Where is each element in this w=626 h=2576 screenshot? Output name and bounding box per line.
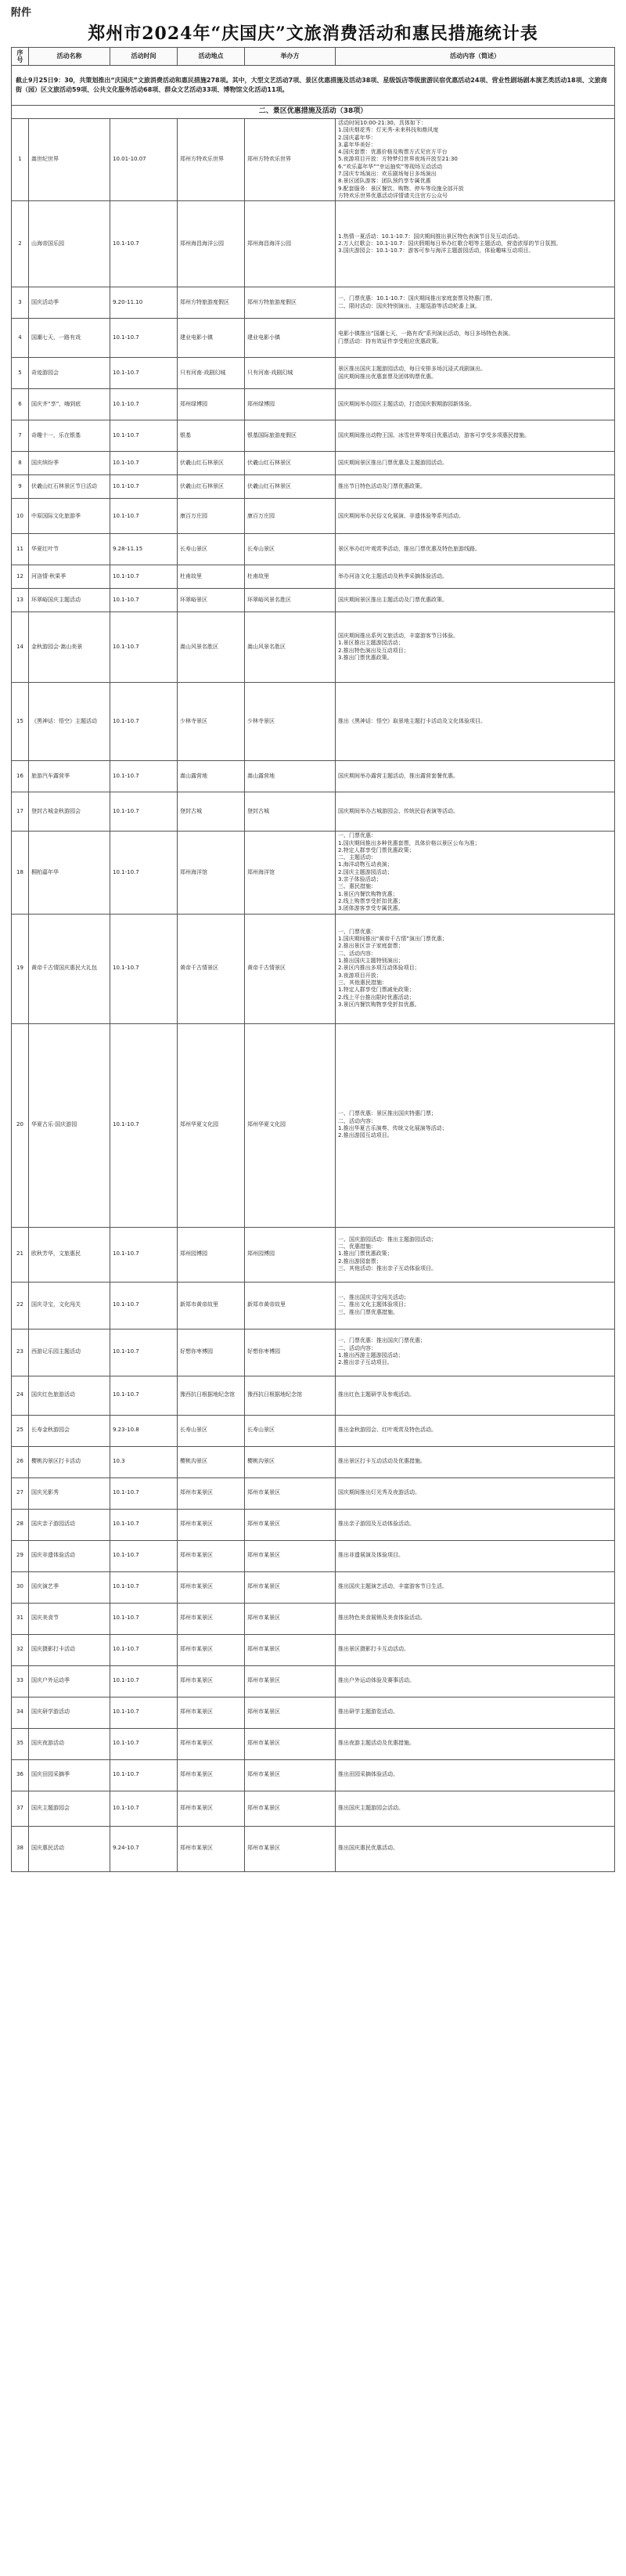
cell-no: 34: [12, 1697, 29, 1728]
table-row: [12, 319, 615, 358]
cell-place: 新郑市黄帝故里: [178, 1282, 245, 1329]
cell-content: 国庆期间举办民俗文化展演、非遗体验等系列活动。: [336, 499, 615, 534]
table-row: [12, 452, 615, 475]
cell-place: 郑州市某景区: [178, 1571, 245, 1603]
cell-time: 10.1-10.7: [110, 499, 178, 534]
cell-place: 郑州园博园: [178, 1227, 245, 1282]
cell-content: 推出田园采摘体验活动。: [336, 1759, 615, 1791]
cell-time: 10.1-10.7: [110, 358, 178, 389]
cell-time: 10.1-10.7: [110, 761, 178, 792]
header-host: 举办方: [245, 48, 336, 66]
cell-content: 推出户外运动体验及赛事活动。: [336, 1665, 615, 1697]
cell-content: 推出非遗展演及体验项目。: [336, 1540, 615, 1571]
cell-no: 12: [12, 565, 29, 589]
cell-place: 嵩山露营地: [178, 761, 245, 792]
cell-content: 国庆期间推出系列文旅活动，丰富游客节日体验。 1.景区推出主题游园活动； 2.推出特色演出及互动项目； 3.推出门票优惠政策。: [336, 612, 615, 683]
cell-host: 嵩山露营地: [245, 761, 336, 792]
cell-time: 10.1-10.7: [110, 914, 178, 1023]
table-row: [12, 534, 615, 565]
table-row: [12, 1759, 615, 1791]
cell-no: 27: [12, 1477, 29, 1509]
cell-name: 国庆主题游园会: [29, 1791, 110, 1826]
table-row: [12, 832, 615, 914]
cell-place: 登封古城: [178, 792, 245, 832]
table-row: [12, 589, 615, 612]
cell-time: 10.1-10.7: [110, 475, 178, 499]
header-time: 活动时间: [110, 48, 178, 66]
cell-name: 山海帝国乐园: [29, 201, 110, 287]
cell-no: 7: [12, 420, 29, 452]
cell-place: 伏羲山红石林景区: [178, 475, 245, 499]
cell-content: 国庆期间景区推出主题活动及门票优惠政策。: [336, 589, 615, 612]
cell-host: 郑州方特欢乐世界: [245, 119, 336, 201]
table-row: [12, 565, 615, 589]
cell-host: 郑州市某景区: [245, 1759, 336, 1791]
cell-content: 推出夜游主题活动及优惠措施。: [336, 1728, 615, 1759]
cell-time: 9.24-10.7: [110, 1826, 178, 1871]
cell-name: 西游记乐园主题活动: [29, 1329, 110, 1376]
header-content: 活动内容（简述）: [336, 48, 615, 66]
cell-no: 35: [12, 1728, 29, 1759]
cell-place: 郑州方特欢乐世界: [178, 119, 245, 201]
cell-place: 建业电影小镇: [178, 319, 245, 358]
cell-host: 郑州市某景区: [245, 1477, 336, 1509]
cell-content: 推出景区摄影打卡互动活动。: [336, 1634, 615, 1665]
table-row: [12, 1376, 615, 1415]
cell-no: 36: [12, 1759, 29, 1791]
cell-no: 15: [12, 683, 29, 761]
cell-name: 登封古城金秋游园会: [29, 792, 110, 832]
cell-host: 郑州市某景区: [245, 1826, 336, 1871]
cell-content: 推出红色主题研学及参观活动。: [336, 1376, 615, 1415]
header-no: 序号: [12, 48, 29, 66]
cell-place: 郑州市某景区: [178, 1826, 245, 1871]
cell-time: 10.1-10.7: [110, 389, 178, 420]
cell-no: 11: [12, 534, 29, 565]
cell-no: 14: [12, 612, 29, 683]
cell-host: 少林寺景区: [245, 683, 336, 761]
cell-no: 24: [12, 1376, 29, 1415]
cell-name: 奇趣十一，乐在银基: [29, 420, 110, 452]
cell-no: 37: [12, 1791, 29, 1826]
cell-place: 郑州市某景区: [178, 1759, 245, 1791]
cell-time: 10.1-10.7: [110, 1329, 178, 1376]
cell-host: 郑州市某景区: [245, 1728, 336, 1759]
cell-no: 23: [12, 1329, 29, 1376]
cell-content: 国庆期间举办古城游园会、传统民俗表演等活动。: [336, 792, 615, 832]
cell-name: 国庆户外运动季: [29, 1665, 110, 1697]
section-title: 二、景区优惠措施及活动（38项）: [12, 106, 615, 119]
cell-place: 郑州海洋馆: [178, 832, 245, 914]
cell-no: 3: [12, 287, 29, 319]
cell-time: 9.20-11.10: [110, 287, 178, 319]
intro-row: [12, 66, 615, 106]
cell-host: 黄帝千古情景区: [245, 914, 336, 1023]
cell-time: 10.1-10.7: [110, 1376, 178, 1415]
cell-name: 嵩世纪世界: [29, 119, 110, 201]
cell-host: 伏羲山红石林景区: [245, 475, 336, 499]
cell-host: 郑州市某景区: [245, 1571, 336, 1603]
cell-host: 康百万庄园: [245, 499, 336, 534]
cell-name: 中原国际文化旅游季: [29, 499, 110, 534]
cell-time: 10.1-10.7: [110, 1227, 178, 1282]
cell-name: 伏羲山红石林景区节日活动: [29, 475, 110, 499]
cell-content: 景区举办红叶观赏季活动，推出门票优惠及特色旅游线路。: [336, 534, 615, 565]
cell-host: 只有河南·戏剧幻城: [245, 358, 336, 389]
table-row: [12, 1023, 615, 1227]
cell-no: 33: [12, 1665, 29, 1697]
cell-content: 国庆期间推出动物王国、冰雪世界等项目优惠活动，游客可享受多项惠民措施。: [336, 420, 615, 452]
header-name: 活动名称: [29, 48, 110, 66]
cell-time: 10.1-10.7: [110, 1728, 178, 1759]
table-row: [12, 1477, 615, 1509]
table-row: [12, 1826, 615, 1871]
table-row: [12, 475, 615, 499]
table-header-row: [12, 48, 615, 66]
cell-time: 10.1-10.7: [110, 612, 178, 683]
cell-name: 国庆红色旅游活动: [29, 1376, 110, 1415]
table-row: [12, 420, 615, 452]
cell-host: 郑州市某景区: [245, 1791, 336, 1826]
cell-host: 伏羲山红石林景区: [245, 452, 336, 475]
cell-place: 郑州市某景区: [178, 1603, 245, 1634]
cell-no: 31: [12, 1603, 29, 1634]
header-place: 活动地点: [178, 48, 245, 66]
cell-time: 10.3: [110, 1446, 178, 1477]
cell-host: 长寿山景区: [245, 534, 336, 565]
cell-place: 少林寺景区: [178, 683, 245, 761]
cell-no: 18: [12, 832, 29, 914]
cell-name: 华夏红叶节: [29, 534, 110, 565]
cell-name: 国潮七天，一路有戏: [29, 319, 110, 358]
cell-content: 一、门票优惠： 1.国庆期间推出多种优惠套票，具体价格以景区公布为准； 2.特定人群享受门票优惠政策； 二、主题活动： 1.海洋动物互动表演； 2.国庆主题游园活动； 3.亲子体验活动； 三、惠民措施： 1.景区内餐饮购物优惠； 2.线上购票享受折扣优惠； 3.团体游客享受专属优惠。: [336, 832, 615, 914]
cell-place: 郑州市某景区: [178, 1477, 245, 1509]
cell-time: 10.1-10.7: [110, 319, 178, 358]
cell-name: 欧秋芳华，文旅惠民: [29, 1227, 110, 1282]
table-row: [12, 1791, 615, 1826]
cell-place: 樱桃沟景区: [178, 1446, 245, 1477]
cell-content: 推出亲子游园及互动体验活动。: [336, 1509, 615, 1540]
cell-host: 豫西抗日根据地纪念馆: [245, 1376, 336, 1415]
cell-host: 长寿山景区: [245, 1415, 336, 1446]
cell-host: 环翠峪风景名胜区: [245, 589, 336, 612]
cell-no: 30: [12, 1571, 29, 1603]
cell-place: 豫西抗日根据地纪念馆: [178, 1376, 245, 1415]
cell-name: 国庆亲子游园活动: [29, 1509, 110, 1540]
cell-name: 国庆研学游活动: [29, 1697, 110, 1728]
cell-time: 10.1-10.7: [110, 1759, 178, 1791]
cell-host: 郑州华夏文化园: [245, 1023, 336, 1227]
page-title: 郑州市2024年“庆国庆”文旅消费活动和惠民措施统计表: [88, 23, 538, 44]
table-row: [12, 1329, 615, 1376]
cell-host: 郑州海昌海洋公园: [245, 201, 336, 287]
cell-host: 郑州市某景区: [245, 1603, 336, 1634]
cell-host: 郑州方特旅游度假区: [245, 287, 336, 319]
cell-no: 9: [12, 475, 29, 499]
table-row: [12, 1446, 615, 1477]
cell-no: 22: [12, 1282, 29, 1329]
table-row: [12, 119, 615, 201]
cell-content: 推出特色美食展销及美食体验活动。: [336, 1603, 615, 1634]
cell-place: 郑州市某景区: [178, 1791, 245, 1826]
cell-name: 国庆光影秀: [29, 1477, 110, 1509]
cell-host: 郑州市某景区: [245, 1540, 336, 1571]
cell-name: 国庆非遗体验活动: [29, 1540, 110, 1571]
cell-place: 郑州市某景区: [178, 1697, 245, 1728]
cell-name: 华夏古乐·国庆游园: [29, 1023, 110, 1227]
cell-name: 奇迹游园会: [29, 358, 110, 389]
cell-place: 郑州市某景区: [178, 1540, 245, 1571]
cell-place: 好想你枣博园: [178, 1329, 245, 1376]
cell-host: 郑州海洋馆: [245, 832, 336, 914]
cell-name: 长寿金秋游园会: [29, 1415, 110, 1446]
cell-time: 10.1-10.7: [110, 683, 178, 761]
cell-name: 河洛情·秋果季: [29, 565, 110, 589]
cell-time: 10.1-10.7: [110, 565, 178, 589]
cell-host: 郑州市某景区: [245, 1634, 336, 1665]
cell-content: 推出研学主题游览活动。: [336, 1697, 615, 1728]
cell-no: 10: [12, 499, 29, 534]
cell-time: 10.1-10.7: [110, 1540, 178, 1571]
cell-no: 8: [12, 452, 29, 475]
cell-content: 活动时间10:00-21:30。具体如下： 1.国庆烟花秀：灯光秀-未来科技和鼎风度 2.国庆嘉年华： 3.嘉年华美好： 4.国庆套票：优惠价格及购票方式见官方平台 5.夜游项目开放：方特梦幻世界夜场开放至21:30 6.“欢乐嘉年华”“幸运抽奖”等现场互动活动 7.国庆专场演出：欢乐剧场每日多场演出 8.景区团队游客：团队预约享专属优惠 9.配套服务：景区餐饮、购物、停车等设施全部开放 方特欢乐世界优惠活动详情请关注官方公众号: [336, 119, 615, 201]
cell-host: 登封古城: [245, 792, 336, 832]
table-row: [12, 1509, 615, 1540]
cell-place: 郑州市某景区: [178, 1665, 245, 1697]
cell-time: 10.1-10.7: [110, 452, 178, 475]
cell-place: 嵩山风景名胜区: [178, 612, 245, 683]
cell-time: 10.1-10.7: [110, 1791, 178, 1826]
cell-time: 10.1-10.7: [110, 1282, 178, 1329]
cell-time: 10.1-10.7: [110, 1571, 178, 1603]
cell-content: 一、门票优惠：景区推出国庆特惠门票； 二、活动内容： 1.推出华夏古乐演奏、传统文化展演等活动； 2.推出游园互动项目。: [336, 1023, 615, 1227]
cell-place: 伏羲山红石林景区: [178, 452, 245, 475]
cell-time: 10.1-10.7: [110, 832, 178, 914]
table-row: [12, 1540, 615, 1571]
cell-host: 嵩山风景名胜区: [245, 612, 336, 683]
cell-content: 国庆期间举办园区主题活动，打造国庆假期游园新体验。: [336, 389, 615, 420]
cell-name: 国庆惠民活动: [29, 1826, 110, 1871]
cell-place: 康百万庄园: [178, 499, 245, 534]
cell-no: 1: [12, 119, 29, 201]
cell-name: 桐柏嘉年华: [29, 832, 110, 914]
section-row: [12, 106, 615, 119]
cell-name: 环翠峪国庆主题活动: [29, 589, 110, 612]
cell-place: 郑州华夏文化园: [178, 1023, 245, 1227]
cell-time: 10.1-10.7: [110, 1603, 178, 1634]
cell-name: 国庆田园采摘季: [29, 1759, 110, 1791]
table-row: [12, 1665, 615, 1697]
cell-content: 推出《黑神话：悟空》取景地主题打卡活动及文化体验项目。: [336, 683, 615, 761]
cell-no: 26: [12, 1446, 29, 1477]
cell-place: 环翠峪景区: [178, 589, 245, 612]
cell-place: 黄帝千古情景区: [178, 914, 245, 1023]
cell-place: 郑州方特旅游度假区: [178, 287, 245, 319]
cell-time: 10.1-10.7: [110, 1634, 178, 1665]
table-row: [12, 1603, 615, 1634]
cell-time: 10.1-10.7: [110, 1477, 178, 1509]
cell-no: 19: [12, 914, 29, 1023]
cell-name: 国庆寻宝，文化闯关: [29, 1282, 110, 1329]
cell-place: 郑州市某景区: [178, 1509, 245, 1540]
table-row: [12, 358, 615, 389]
activity-table: [11, 47, 615, 1872]
table-row: [12, 1415, 615, 1446]
cell-host: 郑州市某景区: [245, 1697, 336, 1728]
cell-place: 只有河南·戏剧幻城: [178, 358, 245, 389]
cell-no: 17: [12, 792, 29, 832]
cell-place: 长寿山景区: [178, 534, 245, 565]
table-row: [12, 612, 615, 683]
table-row: [12, 683, 615, 761]
cell-time: 10.1-10.7: [110, 201, 178, 287]
cell-time: 10.1-10.7: [110, 792, 178, 832]
table-row: [12, 792, 615, 832]
cell-time: 10.1-10.7: [110, 1665, 178, 1697]
cell-content: 电影小镇推出“国潮七天，一路有戏”系列演出活动，每日多场特色表演。 门票活动：持有效证件享受相应优惠政策。: [336, 319, 615, 358]
table-row: [12, 1282, 615, 1329]
cell-host: 郑州市某景区: [245, 1509, 336, 1540]
cell-content: 一、门票优惠：推出国庆门票优惠； 二、活动内容： 1.推出西游主题游园活动； 2.推出亲子互动项目。: [336, 1329, 615, 1376]
table-row: [12, 1634, 615, 1665]
cell-name: 《黑神话：悟空》主题活动: [29, 683, 110, 761]
cell-place: 郑州市某景区: [178, 1728, 245, 1759]
cell-name: 国庆夜游活动: [29, 1728, 110, 1759]
cell-name: 樱桃沟景区打卡活动: [29, 1446, 110, 1477]
cell-no: 6: [12, 389, 29, 420]
cell-host: 郑州园博园: [245, 1227, 336, 1282]
cell-name: 国庆摄影打卡活动: [29, 1634, 110, 1665]
cell-host: 杜甫故里: [245, 565, 336, 589]
cell-content: 推出国庆主题游园会活动。: [336, 1791, 615, 1826]
cell-host: 郑州市某景区: [245, 1665, 336, 1697]
cell-content: 一、国庆游园活动：推出主题游园活动； 二、优惠措施： 1.推出门票优惠政策； 2.推出游园套票； 三、其他活动：推出亲子互动体验项目。: [336, 1227, 615, 1282]
cell-place: 银基: [178, 420, 245, 452]
cell-host: 银基国际旅游度假区: [245, 420, 336, 452]
cell-content: 国庆期间推出灯光秀及夜游活动。: [336, 1477, 615, 1509]
table-row: [12, 1227, 615, 1282]
cell-no: 4: [12, 319, 29, 358]
cell-content: 国庆期间景区推出门票优惠及主题游园活动。: [336, 452, 615, 475]
cell-no: 5: [12, 358, 29, 389]
cell-time: 10.1-10.7: [110, 1509, 178, 1540]
cell-no: 28: [12, 1509, 29, 1540]
table-row: [12, 1697, 615, 1728]
table-row: [12, 287, 615, 319]
cell-place: 杜甫故里: [178, 565, 245, 589]
cell-content: 1.热情一夏活动：10.1-10.7：国庆期间推出景区特色表演节目及互动活动。 2.万人红歌会：10.1-10.7：国庆假期每日举办红歌合唱等主题活动，营造浓厚的节日氛围。 3.国庆游园会：10.1-10.7：游客可参与海洋主题游园活动，体验趣味互动项目。: [336, 201, 615, 287]
cell-content: 推出景区打卡互动活动及优惠措施。: [336, 1446, 615, 1477]
table-row: [12, 1728, 615, 1759]
cell-name: 黄帝千古情国庆惠民大礼包: [29, 914, 110, 1023]
cell-host: 好想你枣博园: [245, 1329, 336, 1376]
cell-content: 一、门票优惠： 1.国庆期间推出“黄帝千古情”演出门票优惠； 2.推出景区亲子家庭套票； 二、活动内容： 1.推出国庆主题特别演出； 2.景区内推出多项互动体验项目； 3.夜游项目开放； 三、其他惠民措施： 1.特定人群享受门票减免政策； 2.线上平台推出限时优惠活动； 3.景区内餐饮购物享受折扣优惠。: [336, 914, 615, 1023]
cell-no: 32: [12, 1634, 29, 1665]
cell-place: 郑州海昌海洋公园: [178, 201, 245, 287]
table-row: [12, 499, 615, 534]
cell-host: 樱桃沟景区: [245, 1446, 336, 1477]
cell-no: 20: [12, 1023, 29, 1227]
cell-content: 景区推出国庆主题游园活动，每日安排多场沉浸式戏剧演出。 国庆期间推出优惠套票及团体购票优惠。: [336, 358, 615, 389]
cell-content: 推出节日特色活动及门票优惠政策。: [336, 475, 615, 499]
cell-content: 一、门票优惠：10.1-10.7：国庆期间推出家庭套票及特惠门票。 二、限时活动：国庆特别演出、主题巡游等活动轮番上演。: [336, 287, 615, 319]
cell-content: 举办河洛文化主题活动及秋季采摘体验活动。: [336, 565, 615, 589]
cell-place: 长寿山景区: [178, 1415, 245, 1446]
cell-host: 郑州绿博园: [245, 389, 336, 420]
cell-time: 9.23-10.8: [110, 1415, 178, 1446]
cell-content: 一、推出国庆寻宝闯关活动； 二、推出文化主题体验项目； 三、推出门票优惠措施。: [336, 1282, 615, 1329]
cell-content: 推出金秋游园会、红叶观赏及特色活动。: [336, 1415, 615, 1446]
table-row: [12, 389, 615, 420]
cell-no: 2: [12, 201, 29, 287]
cell-host: 新郑市黄帝故里: [245, 1282, 336, 1329]
cell-no: 38: [12, 1826, 29, 1871]
cell-no: 25: [12, 1415, 29, 1446]
intro-text: 截止9月25日9：30，共策划推出“庆国庆”文旅消费活动和惠民措施278项。其中，大型文艺活动7项、景区优惠措施及活动38项、星级饭店等级旅游民宿优惠活动24项、营业性剧场剧本演艺类活动18项、文旅商街（园）区文旅活动59项、公共文化服务活动68项、群众文艺活动33项、博物馆文化活动11项。: [12, 66, 615, 106]
cell-time: 9.28-11.15: [110, 534, 178, 565]
cell-place: 郑州绿博园: [178, 389, 245, 420]
cell-time: 10.1-10.7: [110, 1697, 178, 1728]
cell-name: 国庆活动季: [29, 287, 110, 319]
cell-name: 国庆缤纷季: [29, 452, 110, 475]
table-row: [12, 914, 615, 1023]
cell-no: 21: [12, 1227, 29, 1282]
cell-name: 国庆美食节: [29, 1603, 110, 1634]
cell-content: 推出国庆主题演艺活动，丰富游客节日生活。: [336, 1571, 615, 1603]
cell-name: 金秋游园会·嵩山美景: [29, 612, 110, 683]
cell-time: 10.1-10.7: [110, 589, 178, 612]
cell-name: 旅游汽车露营季: [29, 761, 110, 792]
cell-no: 13: [12, 589, 29, 612]
cell-place: 郑州市某景区: [178, 1634, 245, 1665]
cell-name: 国庆齐“享”，嗨到底: [29, 389, 110, 420]
table-row: [12, 1571, 615, 1603]
table-row: [12, 201, 615, 287]
table-row: [12, 761, 615, 792]
cell-time: 10.01-10.07: [110, 119, 178, 201]
attachment-label: 附件: [11, 7, 32, 19]
cell-host: 建业电影小镇: [245, 319, 336, 358]
cell-time: 10.1-10.7: [110, 420, 178, 452]
cell-content: 推出国庆惠民优惠活动。: [336, 1826, 615, 1871]
cell-time: 10.1-10.7: [110, 1023, 178, 1227]
cell-name: 国庆演艺季: [29, 1571, 110, 1603]
cell-no: 16: [12, 761, 29, 792]
cell-no: 29: [12, 1540, 29, 1571]
cell-content: 国庆期间举办露营主题活动，推出露营套餐优惠。: [336, 761, 615, 792]
